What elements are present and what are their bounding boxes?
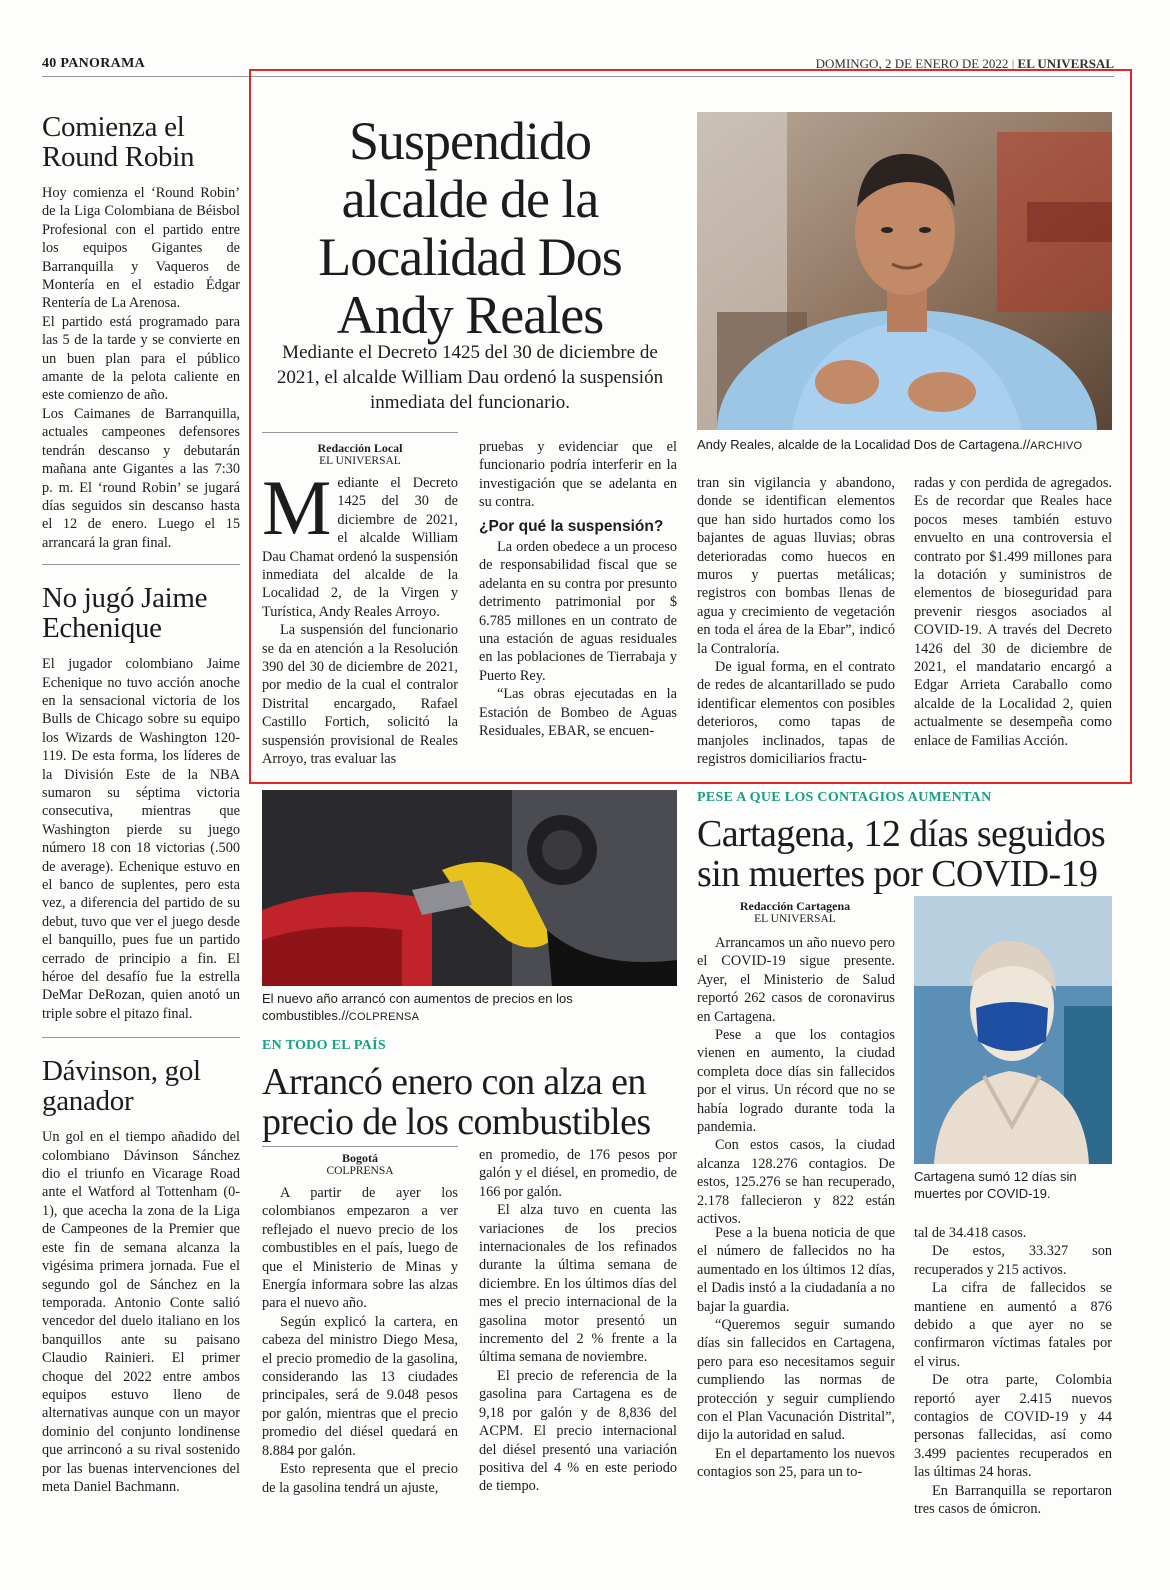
masked-bust-illustration bbox=[914, 896, 1112, 1164]
paragraph: De otra parte, Colombia reportó ayer 2.415 nuevos contagios de COVID-19 y 44 personas fallecidas, así como 3.499 pacientes recuperados en las últimas 24 horas. bbox=[914, 1372, 1112, 1481]
section-name: PANORAMA bbox=[60, 56, 145, 71]
drop-cap: M bbox=[262, 464, 332, 551]
fuel-pump-illustration bbox=[262, 790, 677, 986]
feature-column-2 bbox=[479, 438, 677, 741]
paragraph: Los Caimanes de Barranquilla, actuales campeones defensores tendrán descanso y debutarán mañana ante Gigantes a las 7:30 p. m. El ‘round Robin’ se jugará días seguidos sin descanso hasta el 12 de enero. Luego el 15 arrancará la gran final. bbox=[42, 405, 240, 551]
paragraph: De igual forma, en el contrato de redes de alcantarillado se pudo identificar elementos con posibles deterioros, como tapas de manjoles inclinados, tapas de registros domiciliarios fractu- bbox=[697, 659, 895, 768]
photo-credit: ARCHIVO bbox=[1030, 440, 1083, 452]
paragraph: tran sin vigilancia y abandono, donde se identifican elementos que han sido hurtados como los bajantes de aguas lluvias; obras deterioradas como huecos en muros y puertas metálicas; registros con bombas llenas de agua y crecimiento de vegetación en toda el área de la Ebar”, indicó la Contraloría. bbox=[697, 475, 895, 657]
byline-publication: COLPRENSA bbox=[326, 1165, 394, 1177]
covid-column-1 bbox=[697, 934, 895, 1229]
feature-column-1 bbox=[262, 464, 458, 769]
covid-photo-caption: Cartagena sumó 12 días sin muertes por COVID-19. bbox=[914, 1169, 1077, 1201]
covid-headline: Cartagena, 12 días seguidos sin muertes por COVID-19 bbox=[697, 813, 1106, 895]
newspaper-name: EL UNIVERSAL bbox=[1017, 56, 1114, 71]
sidebar-story3-body bbox=[42, 1128, 240, 1496]
feature-column-3 bbox=[697, 474, 895, 769]
covid-kicker: PESE A QUE LOS CONTAGIOS AUMENTAN bbox=[697, 790, 992, 805]
paragraph: radas y con perdida de agregados. Es de recordar que Reales hace pocos meses también estuvo envuelto en una controversia el contrato por $1.499 millones para la dotación y suministros de elementos de bioseguridad para prevenir riesgos asociados al COVID-19. A través del Decreto 1426 del 30 de diciembre de 2021, el mandatario encargó a Edgar Arrieta Caraballo como alcalde de la Localidad 2, quien actualmente se desempeña como enlace de Familias Acción. bbox=[914, 475, 1112, 749]
paragraph: Con estos casos, la ciudad alcanza 128.276 contagios. De estos, 125.276 se han recuperado, 2.178 fallecieron y 822 están activos. bbox=[697, 1137, 895, 1228]
dateline: DOMINGO, 2 DE ENERO DE 2022 | EL UNIVERSAL bbox=[815, 56, 1114, 71]
paragraph: El alza tuvo en cuenta las variaciones de los precios internacionales de los refinados durante la última semana de diciembre. En los últimos días del mes el precio internacional de la gasolina motor presentó un incremento del 2 % frente a la última semana de noviembre. bbox=[479, 1202, 677, 1366]
paragraph: A partir de ayer los colombianos empezaron a ver reflejado el nuevo precio de los combustibles en el país, luego de que el Ministerio de Minas y Energía informara sobre las alzas para el nuevo año. bbox=[262, 1185, 458, 1312]
paragraph: Según explicó la cartera, en cabeza del ministro Diego Mesa, el precio promedio de la gasolina, considerando las 13 ciudades principales, será de 9.048 pesos por galón, mientras que el precio promedio del diésel quedará en 8.884 por galón. bbox=[262, 1313, 458, 1459]
divider bbox=[42, 564, 240, 565]
sidebar-story2-title: No jugó Jaime Echenique bbox=[42, 582, 208, 645]
paragraph: De estos, 33.327 son recuperados y 215 activos. bbox=[914, 1243, 1112, 1278]
covid-byline bbox=[697, 900, 893, 926]
caption-text: Andy Reales, alcalde de la Localidad Dos de Cartagena.// bbox=[697, 437, 1031, 452]
fuel-byline bbox=[262, 1152, 458, 1178]
portrait-illustration bbox=[697, 112, 1112, 430]
sidebar-story1-title: Comienza el Round Robin bbox=[42, 111, 195, 173]
page-section-label bbox=[42, 56, 145, 72]
paragraph: Esto representa que el precio de la gasolina tendrá un ajuste, bbox=[262, 1461, 458, 1496]
divider bbox=[42, 1037, 240, 1038]
caption-text: El nuevo año arrancó con aumentos de precios en los combustibles.// bbox=[262, 991, 573, 1023]
paragraph: “Las obras ejecutadas en la Estación de Bombeo de Aguas Residuales, EBAR, se encuen- bbox=[479, 686, 677, 740]
divider bbox=[262, 1146, 458, 1147]
feature-subheadline: Mediante el Decreto 1425 del 30 de diciembre de 2021, el alcalde William Dau ordenó la suspensión inmediata del funcionario. bbox=[276, 342, 664, 413]
paragraph: pruebas y evidenciar que el funcionario podría interferir en la investigación que se adelanta en su contra. bbox=[479, 439, 677, 511]
sidebar-story1-body bbox=[42, 184, 240, 552]
fuel-photo bbox=[262, 790, 677, 986]
photo-credit: COLPRENSA bbox=[348, 1011, 420, 1023]
page-number: 40 bbox=[42, 56, 57, 71]
fuel-column-2 bbox=[479, 1146, 677, 1496]
paragraph: La orden obedece a un proceso de responsabilidad fiscal que se adelanta en su contra por presunto detrimento patrimonial por $ 6.785 millones en un contrato de una estación de aguas residuales en las poblaciones de Tierrabaja y Puerto Rey. bbox=[479, 539, 677, 684]
paragraph: en promedio, de 176 pesos por galón y el diésel, en promedio, de 166 por galón. bbox=[479, 1147, 677, 1200]
paragraph: tal de 34.418 casos. bbox=[914, 1225, 1027, 1241]
feature-column-4 bbox=[914, 474, 1112, 750]
paragraph: Arrancamos un año nuevo pero el COVID-19 sigue presente. Ayer, el Ministerio de Salud reportó 262 casos de coronavirus en Cartagena. bbox=[697, 935, 895, 1025]
paragraph: ediante el Decreto 1425 del 30 de diciembre de 2021, el alcalde William Dau Chamat ordenó la suspensión inmediata del alcalde de la Localidad 2, de la Virgen y Turística, Andy Reales Arroyo. bbox=[262, 475, 458, 620]
byline-publication: EL UNIVERSAL bbox=[319, 455, 401, 467]
paragraph: Pese a la buena noticia de que el número de fallecidos no ha aumentado en los últimos 12 días, el Dadis instó a la ciudadanía a no bajar la guardia. bbox=[697, 1225, 895, 1315]
paragraph: La cifra de fallecidos se mantiene en aumentó a 876 debido a que ayer no se confirmaron víctimas fatales por el virus. bbox=[914, 1280, 1112, 1370]
sidebar-story2-body bbox=[42, 655, 240, 1023]
divider bbox=[262, 432, 458, 433]
paragraph: Pese a que los contagios vienen en aumento, la ciudad completa doce días sin fallecidos por el virus. Un récord que no se había logrado durante toda la pandemia. bbox=[697, 1027, 895, 1136]
fuel-headline: Arrancó enero con alza en precio de los combustibles bbox=[262, 1061, 651, 1143]
byline-author: Redacción Local bbox=[317, 441, 403, 455]
paragraph: Hoy comienza el ‘Round Robin’ de la Liga Colombiana de Béisbol Profesional con el partido entre los equipos Gigantes de Barranquilla y Vaqueros de Montería en el estadio Édgar Rentería de La Arenosa. bbox=[42, 185, 240, 312]
byline-author: Redacción Cartagena bbox=[739, 899, 851, 913]
paragraph: El precio de referencia de la gasolina para Cartagena es de 9,18 por galón y de 8,836 del ACPM. El precio internacional del diésel presentó una variación positiva del 4 % en este periodo de tiempo. bbox=[479, 1367, 677, 1495]
covid-column-2 bbox=[914, 1224, 1112, 1519]
paragraph: En Barranquilla se reportaron tres casos de ómicron. bbox=[914, 1482, 1112, 1518]
paragraph: Un gol en el tiempo añadido del colombiano Dávinson Sánchez dio el triunfo en Vicarage Road ante el Watford al Tottenham (0-1), que acecha la zona de la Liga de Campeones de la Premier que este fin de semana alcanza la vigésima primera jornada. Fue el segundo gol de Sánchez en la temporada. Antonio Conte salió vencedor del duelo italiano en los banquillos ante su paisano Claudio Rainieri. El primer choque del 2022 entre ambos equipos estuvo lleno de alternativas aunque con un mayor dominio del conjunto londinense que arrinconó a su rival sostenido por las buenas intervenciones del meta Daniel Bachmann. bbox=[42, 1129, 240, 1495]
fuel-photo-caption bbox=[262, 990, 677, 1026]
issue-date: DOMINGO, 2 DE ENERO DE 2022 bbox=[815, 56, 1009, 71]
feature-photo-caption bbox=[697, 436, 1112, 455]
byline-author: Bogotá bbox=[342, 1151, 378, 1165]
sidebar bbox=[42, 112, 240, 1496]
byline-publication: EL UNIVERSAL bbox=[754, 913, 836, 925]
covid-photo bbox=[914, 896, 1112, 1164]
paragraph: El partido está programado para las 5 de la tarde y se convierte en un buen plan para el público amante de la pelota caliente en este comienzo de año. bbox=[42, 313, 240, 404]
covid-column-1b bbox=[697, 1224, 895, 1482]
feature-subhead: ¿Por qué la suspensión? bbox=[479, 517, 664, 535]
feature-headline: Suspendido alcalde de la Localidad Dos Andy Reales bbox=[318, 111, 622, 345]
feature-photo bbox=[697, 112, 1112, 430]
sidebar-story3-title: Dávinson, gol ganador bbox=[42, 1055, 201, 1118]
paragraph: “Queremos seguir sumando días sin fallecidos en Cartagena, pero para eso necesitamos seguir cumpliendo las normas de protección y seguir cumpliendo con el Plan Vacunación Distrital”, dijo la autoridad en salud. bbox=[697, 1317, 895, 1444]
paragraph: La suspensión del funcionario se da en atención a la Resolución 390 del 30 de diciembre de 2021, por medio de la cual el contralor Distrital encargado, Rafael Castillo Fortich, solicitó la suspensión provisional de Reales Arroyo, tras evaluar las bbox=[262, 622, 458, 768]
fuel-column-1 bbox=[262, 1184, 458, 1497]
fuel-kicker: EN TODO EL PAÍS bbox=[262, 1038, 386, 1053]
paragraph: En el departamento los nuevos contagios son 25, para un to- bbox=[697, 1445, 895, 1481]
paragraph: El jugador colombiano Jaime Echenique no tuvo acción anoche en la sensacional victoria de los Bulls de Chicago sobre su equipo los Wizards de Washington 120-119. De esta forma, los líderes de la División Este de la NBA sumaron su séptima victoria consecutiva, mientras que Washington pierde su juego número 18 con 18 victorias (.500 de average). Echenique estuvo en el banco de suplentes, pero esta vez, a diferencia del partido de su debut, tuvo que ver el juego desde el banquillo, pues fue un partido cerrado de principio a fin. El héroe del desafío fue la estrella DeMar DeRozan, quien anotó un triple sobre el pitazo final. bbox=[42, 656, 240, 1022]
